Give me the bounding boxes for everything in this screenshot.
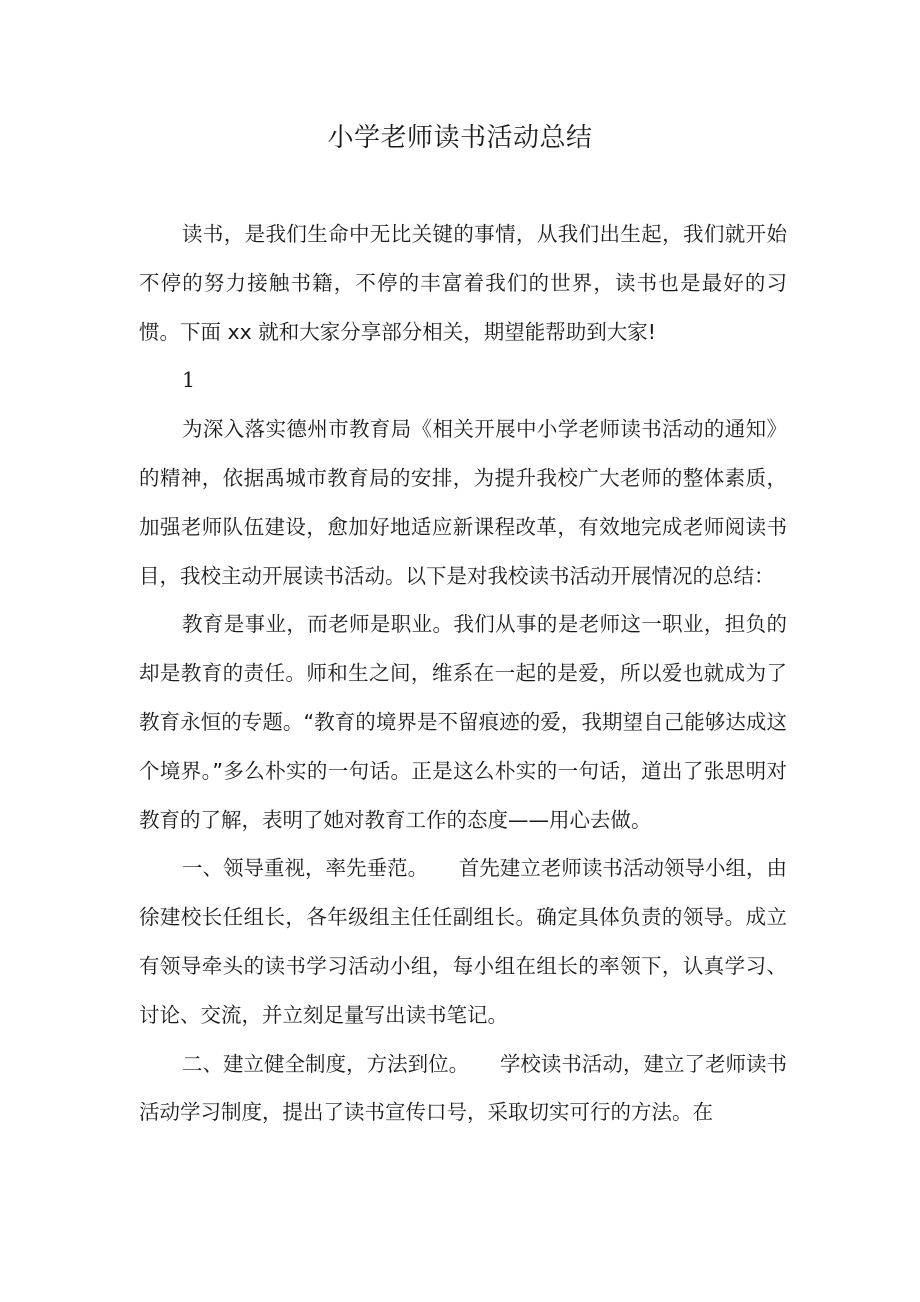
section-number: 1 xyxy=(182,368,196,393)
document-body xyxy=(139,210,787,1137)
paragraph-education: 教育是事业，而老师是职业。我们从事的是老师这一职业，担负的却是教育的责任。师和生之间，维系在一起的是爱，所以爱也就成为了教育永恒的专题。“教育的境界是不留痕迹的爱，我期望自己能够达成这个境界。”多么朴实的一句话。正是这么朴实的一句话，道出了张思明对教育的了解，表明了她对教育工作的态度——用心去做。 xyxy=(139,612,787,832)
document-title: 小学老师读书活动总结 xyxy=(327,123,593,153)
paragraph-background: 为深入落实德州市教育局《相关开展中小学老师读书活动的通知》的精神，依据禹城市教育局的安排，为提升我校广大老师的整体素质，加强老师队伍建设，愈加好地适应新课程改革，有效地完成老师阅读书目，我校主动开展读书活动。以下是对我校读书活动开展情况的总结： xyxy=(139,417,787,588)
paragraph-system: 二、建立健全制度，方法到位。 学校读书活动，建立了老师读书活动学习制度，提出了读书宣传口号，采取切实可行的方法。在 xyxy=(139,1051,787,1125)
paragraph-leadership: 一、领导重视，率先垂范。 首先建立老师读书活动领导小组，由徐建校长任组长，各年级组主任任副组长。确定具体负责的领导。成立有领导牵头的读书学习活动小组，每小组在组长的率领下，认真学习、讨论、交流，并立刻足量写出读书笔记。 xyxy=(139,856,787,1027)
paragraph-intro: 读书，是我们生命中无比关键的事情，从我们出生起，我们就开始不停的努力接触书籍，不停的丰富着我们的世界，读书也是最好的习惯。下面 xx 就和大家分享部分相关，期望能帮助到大家! xyxy=(139,222,787,344)
